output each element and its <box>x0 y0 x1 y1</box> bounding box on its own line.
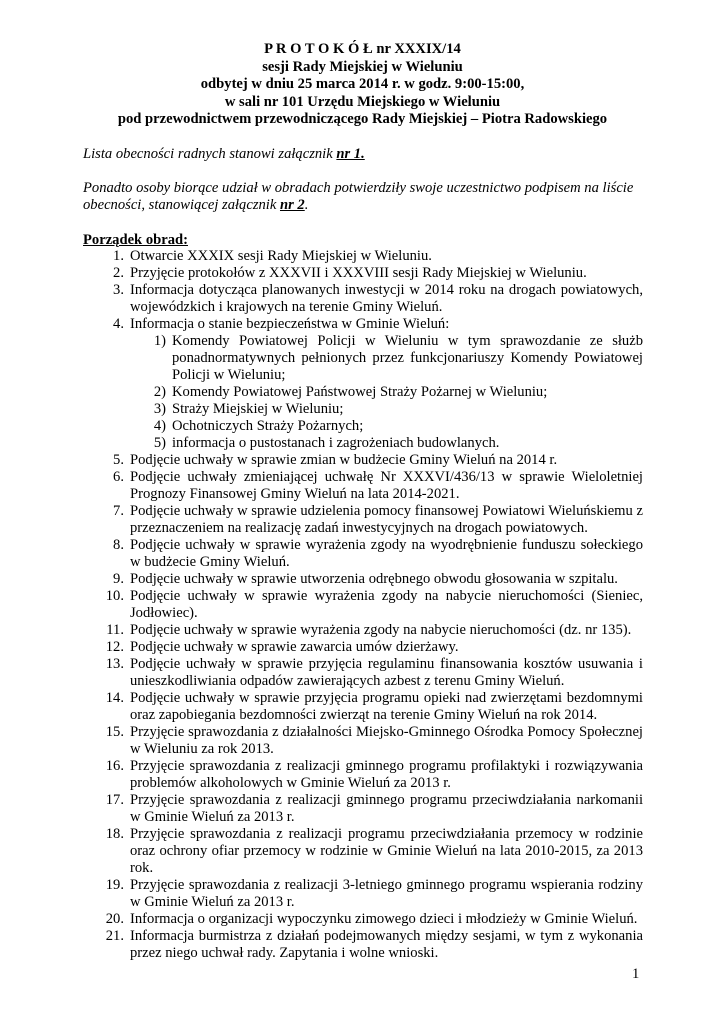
agenda-subitem-text: Ochotniczych Straży Pożarnych; <box>172 418 364 434</box>
attendance-ref: nr 1. <box>336 146 365 162</box>
agenda-subitem-text: informacja o pustostanach i zagrożeniach budowlanych. <box>172 435 500 451</box>
protocol-chair: pod przewodnictwem przewodniczącego Rady Miejskiej – Piotra Radowskiego <box>117 111 608 127</box>
attendance-text: Lista obecności radnych stanowi załącznik <box>83 146 337 162</box>
agenda-item-number: 17. <box>105 792 124 808</box>
protocol-location: w sali nr 101 Urzędu Miejskiego w Wieluniu <box>224 93 501 110</box>
agenda-item-number: 15. <box>105 724 124 740</box>
agenda-item <box>83 928 643 962</box>
agenda-subitem <box>83 418 643 435</box>
guests-text: Ponadto osoby biorące udział w obradach potwierdziły swoje uczestnictwo podpisem na liście obecności, stanowiącej załącznik <box>83 180 634 214</box>
agenda-item <box>83 639 643 656</box>
agenda-subitem-text: Straży Miejskiej w Wieluniu; <box>172 401 344 417</box>
protocol-header <box>0 41 725 129</box>
agenda-item <box>83 503 643 537</box>
agenda-item <box>83 826 643 877</box>
agenda-item <box>83 690 643 724</box>
agenda-item-text: Podjęcie uchwały w sprawie wyrażenia zgody na nabycie nieruchomości (dz. nr 135). <box>130 622 632 638</box>
agenda-item-number: 18. <box>105 826 124 842</box>
agenda-item <box>83 571 643 588</box>
agenda-item-number: 5. <box>113 452 124 468</box>
agenda-item <box>83 911 643 928</box>
page-number: 1 <box>632 966 640 982</box>
guests-tail: . <box>304 197 309 214</box>
agenda-item-text: Informacja burmistrza z działań podejmowanych między sesjami, w tym z wykonania przez niego uchwał rady. Zapytania i wolne wnioski. <box>130 928 643 961</box>
agenda-item-number: 19. <box>105 877 124 893</box>
agenda-item <box>83 537 643 571</box>
agenda-item-text: Przyjęcie sprawozdania z realizacji programu przeciwdziałania przemocy w rodzinie oraz ochrony ofiar przemocy w rodzinie w Gminie Wieluń na lata 2010-2015, za 2013 rok. <box>130 826 643 876</box>
agenda-subitem <box>83 333 643 384</box>
agenda-subitem <box>83 384 643 401</box>
agenda-item <box>83 656 643 690</box>
agenda-item-text: Przyjęcie sprawozdania z realizacji gminnego programu przeciwdziałania narkomanii w Gminie Wieluń za 2013 r. <box>130 792 643 825</box>
agenda-item <box>83 622 643 639</box>
agenda-item <box>83 452 643 469</box>
agenda-item-number: 11. <box>106 622 124 638</box>
agenda-subitem-text: Komendy Powiatowej Policji w Wieluniu w tym sprawozdanie ze służb ponadnormatywnych pełnionych przez funkcjonariuszy Komendy Powiatowej Policji w Wieluniu; <box>172 333 643 383</box>
agenda-item-number: 16. <box>105 758 124 774</box>
agenda-item-text: Przyjęcie sprawozdania z realizacji 3-letniego gminnego programu wspierania rodziny w Gminie Wieluń za 2013 r. <box>130 877 643 910</box>
agenda-item-number: 2. <box>113 265 124 281</box>
agenda-item <box>83 265 643 282</box>
agenda-item <box>83 588 643 622</box>
attendance-note <box>83 146 643 163</box>
agenda-subitem-number: 3) <box>153 401 166 417</box>
agenda-item-number: 13. <box>105 656 124 672</box>
agenda-list <box>83 248 643 962</box>
agenda-subitem-number: 5) <box>153 435 166 451</box>
agenda-item-text: Podjęcie uchwały w sprawie udzielenia pomocy finansowej Powiatowi Wieluńskiemu z przeznaczeniem na realizację zadań inwestycyjnych na drogach powiatowych. <box>130 503 643 536</box>
agenda-item <box>83 282 643 316</box>
agenda-item-text: Podjęcie uchwały w sprawie utworzenia odrębnego obwodu głosowania w szpitalu. <box>130 571 618 587</box>
agenda-subitem <box>83 435 643 452</box>
agenda-item-number: 8. <box>113 537 124 553</box>
agenda-subitem-text: Komendy Powiatowej Państwowej Straży Pożarnej w Wieluniu; <box>172 384 548 400</box>
agenda-item-text: Podjęcie uchwały w sprawie wyrażenia zgody na nabycie nieruchomości (Sieniec, Jodłowiec). <box>130 588 643 621</box>
agenda-subitem-number: 4) <box>153 418 166 434</box>
agenda-item-number: 14. <box>105 690 124 706</box>
protocol-session: sesji Rady Miejskiej w Wieluniu <box>262 58 463 75</box>
agenda-item-number: 20. <box>105 911 124 927</box>
agenda-item-number: 3. <box>113 282 124 298</box>
agenda-item-number: 9. <box>113 571 124 587</box>
agenda-item <box>83 724 643 758</box>
agenda-item-text: Informacja dotycząca planowanych inwestycji w 2014 roku na drogach powiatowych, wojewódzkich i krajowych na terenie Gminy Wieluń. <box>130 282 643 315</box>
agenda-item-number: 6. <box>113 469 124 485</box>
agenda-item-number: 10. <box>105 588 124 604</box>
agenda-item <box>83 248 643 265</box>
agenda-item-text: Przyjęcie protokołów z XXXVII i XXXVIII sesji Rady Miejskiej w Wieluniu. <box>130 265 587 281</box>
agenda-item <box>83 469 643 503</box>
agenda-item-number: 12. <box>105 639 124 655</box>
agenda-item-text: Podjęcie uchwały zmieniającej uchwałę Nr XXXVI/436/13 w sprawie Wieloletniej Prognozy Finansowej Gminy Wieluń na lata 2014-2021. <box>130 469 643 502</box>
agenda-item-number: 21. <box>105 928 124 944</box>
protocol-date: odbytej w dniu 25 marca 2014 r. w godz. 9:00-15:00, <box>200 76 525 92</box>
guests-note <box>83 180 643 214</box>
agenda-item <box>83 758 643 792</box>
agenda-item-text: Podjęcie uchwały w sprawie przyjęcia programu opieki nad zwierzętami bezdomnymi oraz zapobiegania bezdomności zwierząt na terenie Gminy Wieluń na rok 2014. <box>130 690 643 723</box>
agenda-item <box>83 792 643 826</box>
agenda-item-text: Otwarcie XXXIX sesji Rady Miejskiej w Wieluniu. <box>130 248 432 264</box>
agenda-subitem-number: 2) <box>153 384 166 400</box>
agenda-item-number: 4. <box>113 316 124 332</box>
agenda-item-number: 7. <box>113 503 124 519</box>
agenda-item <box>83 316 643 333</box>
agenda-item-text: Przyjęcie sprawozdania z realizacji gminnego programu profilaktyki i rozwiązywania problemów alkoholowych w Gminie Wieluń za 2013 r. <box>130 758 643 791</box>
agenda-item-number: 1. <box>113 248 124 264</box>
agenda-item-text: Informacja o organizacji wypoczynku zimowego dzieci i młodzieży w Gminie Wieluń. <box>130 911 638 927</box>
agenda-item-text: Przyjęcie sprawozdania z działalności Miejsko-Gminnego Ośrodka Pomocy Społecznej w Wieluniu za rok 2013. <box>130 724 643 757</box>
agenda-item-text: Podjęcie uchwały w sprawie wyrażenia zgody na wyodrębnienie funduszu sołeckiego w budżecie Gminy Wieluń. <box>130 537 643 570</box>
agenda-item-text: Podjęcie uchwały w sprawie zawarcia umów dzierżawy. <box>130 639 459 655</box>
guests-ref: nr 2 <box>279 197 305 214</box>
agenda-subitem-number: 1) <box>153 333 166 349</box>
agenda-item <box>83 877 643 911</box>
agenda-subitem <box>83 401 643 418</box>
agenda-item-text: Informacja o stanie bezpieczeństwa w Gminie Wieluń: <box>130 316 450 332</box>
protocol-title: P R O T O K Ó Ł nr XXXIX/14 <box>264 41 461 57</box>
agenda-item-text: Podjęcie uchwały w sprawie przyjęcia regulaminu finansowania kosztów usuwania i unieszkodliwiania odpadów zawierających azbest z terenu Gminy Wieluń. <box>130 656 643 689</box>
agenda-item-text: Podjęcie uchwały w sprawie zmian w budżecie Gminy Wieluń na 2014 r. <box>130 452 558 468</box>
agenda-title: Porządek obrad: <box>83 232 188 248</box>
